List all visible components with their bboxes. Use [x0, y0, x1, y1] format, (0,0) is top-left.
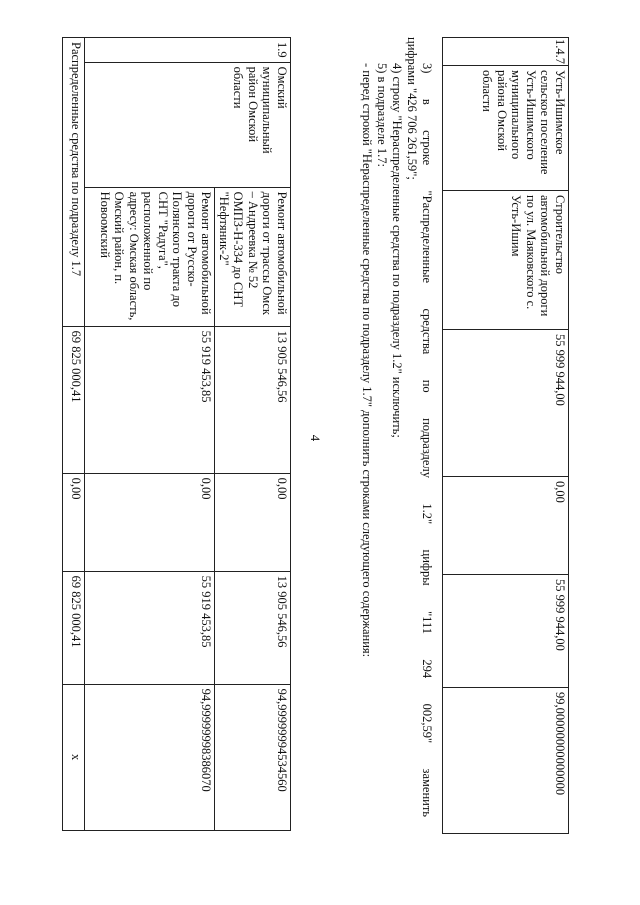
object-cell: Строительство автомобильной дороги по ул. Маяковского с. Усть-Ишим [443, 191, 569, 330]
total-cell: 55 919 453,85 [85, 326, 215, 473]
object-cell: Ремонт автомобильной дороги от трассы Омск – Андреевка № 52 ОМПЗ-Н-334 до СНТ "Нефтяник-2" [215, 187, 291, 326]
amount-cell-2: 55 999 944,00 [443, 575, 569, 688]
paragraph-3-continuation: цифрами "426 706 261,59"; [405, 37, 419, 180]
paragraph-4: 4) строку "Нераспределенные средства по подразделу 1.2" исключить; [390, 63, 404, 438]
paragraph-3-line-1: 3) в строке "Распределенные средства по подразделу 1.2" цифры "111 294 002,59" заменить [420, 63, 434, 817]
summary-label: Распределенные средства по подразделу 1.7 [63, 38, 85, 327]
paragraph-5: 5) в подразделе 1.7: [375, 63, 389, 167]
summary-share: x [63, 684, 85, 830]
amount-cell-2: 55 919 453,85 [85, 571, 215, 684]
row-number: 1.4.7 [443, 38, 569, 66]
page-body [5, 37, 635, 867]
total-cell: 55 999 944,00 [443, 330, 569, 477]
summary-row [63, 38, 85, 831]
amount-cell-1: 0,00 [443, 477, 569, 575]
page-number: 4 [308, 434, 323, 442]
share-cell: 94,99999994534560 [215, 684, 291, 830]
paragraph-5-subitem: - перед строкой "Нераспределенные средства по подразделу 1.7" дополнить строками следующего содержания: [360, 63, 374, 658]
table-row [443, 38, 569, 834]
table-row [215, 38, 291, 831]
share-cell: 94,99999998386070 [85, 684, 215, 830]
share-cell: 99,00000000000000 [443, 688, 569, 834]
amount-cell-1: 0,00 [85, 473, 215, 571]
summary-total: 69 825 000,41 [63, 326, 85, 473]
amount-cell-2: 13 905 546,56 [215, 571, 291, 684]
table-top [442, 37, 569, 834]
amount-cell-1: 0,00 [215, 473, 291, 571]
table-bottom [63, 37, 292, 831]
total-cell: 13 905 546,56 [215, 326, 291, 473]
municipality-cell: Омский муниципальный район Омской области [85, 62, 291, 187]
object-cell: Ремонт автомобильной дороги от Русско-Полянского тракта до СНТ "Радуга", расположенной по адресу: Омская область, Омский район, п. Новоомский [85, 187, 215, 326]
municipality-cell: Усть-Ишимское сельское поселение Усть-Ишимского муниципального района Омской области [443, 66, 569, 191]
summary-amount-2: 69 825 000,41 [63, 571, 85, 684]
summary-amount-1: 0,00 [63, 473, 85, 571]
rotated-page-content [5, 12, 635, 892]
paragraph-3 [419, 37, 434, 817]
row-number: 1.9 [85, 38, 291, 63]
